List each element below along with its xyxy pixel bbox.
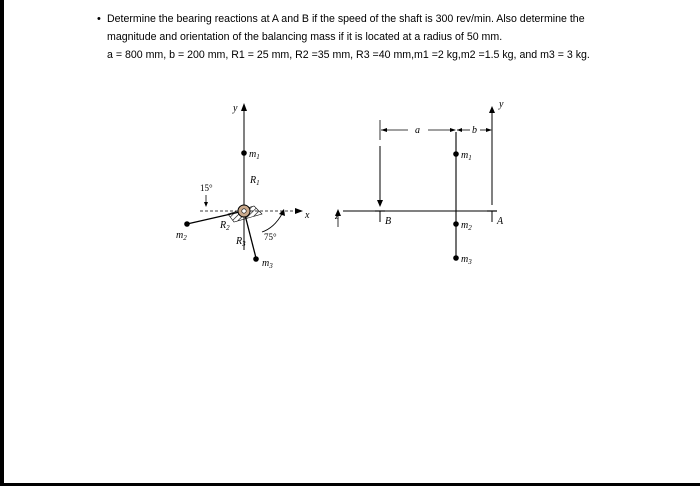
dim-a-arrow-right <box>450 128 456 132</box>
y-axis-arrow <box>241 103 247 111</box>
dim-b-label: b <box>472 125 477 136</box>
angle-75-arc <box>262 214 282 232</box>
side-m3-label: $m_3$ <box>461 254 472 266</box>
x-axis-arrow <box>295 208 303 214</box>
dim-a-arrow-left <box>381 128 387 132</box>
angle-75-label: 75° <box>264 232 277 242</box>
r1-label: $R_1$ <box>250 175 260 187</box>
angle-15-arrow-head <box>204 202 208 207</box>
angle-75-arrow <box>279 209 285 216</box>
r2-label: $R_2$ <box>220 220 230 232</box>
angle-15-label: 15° <box>200 183 213 193</box>
dim-a-label: a <box>415 125 420 136</box>
right-y-label: y <box>499 99 504 110</box>
side-m2-mass <box>453 221 459 227</box>
z-axis-label: z <box>335 211 339 222</box>
m3-label: $m_3$ <box>262 258 273 270</box>
end-view <box>176 103 310 270</box>
dim-b-arrow-left <box>457 128 462 132</box>
x-axis-label: x <box>305 210 310 221</box>
bearing-b-arrow <box>377 200 383 207</box>
m2-label: $m_2$ <box>176 230 187 242</box>
given-values: a = 800 mm, b = 200 mm, R1 = 25 mm, R2 =35 mm, R3 =40 mm,m1 =2 kg,m2 =1.5 kg, and m3 = 3 kg. <box>107 49 590 61</box>
bullet: • <box>97 13 101 25</box>
side-m3-mass <box>453 255 459 261</box>
shaft-center <box>242 209 246 213</box>
r3-label: $R_3$ <box>236 236 246 248</box>
side-m1-label: $m_1$ <box>461 150 472 162</box>
m1-mass <box>241 150 247 156</box>
side-m2-label: $m_2$ <box>461 220 472 232</box>
bearing-a-label: A <box>497 216 504 227</box>
dim-b-arrow-right <box>486 128 492 132</box>
bearing-b-label: B <box>385 216 392 227</box>
problem-statement: Determine the bearing reactions at A and B if the speed of the shaft is 300 rev/min. Also determine the magnitude and orientation of the balancing mass if it is located at a radius of 50 mm. <box>107 13 585 43</box>
right-y-arrow <box>489 106 495 113</box>
m1-label: $m_1$ <box>249 149 260 161</box>
m3-mass <box>253 256 259 262</box>
side-m1-mass <box>453 151 459 157</box>
y-axis-label: y <box>233 103 238 114</box>
m2-mass <box>184 221 190 227</box>
side-view <box>334 99 504 266</box>
